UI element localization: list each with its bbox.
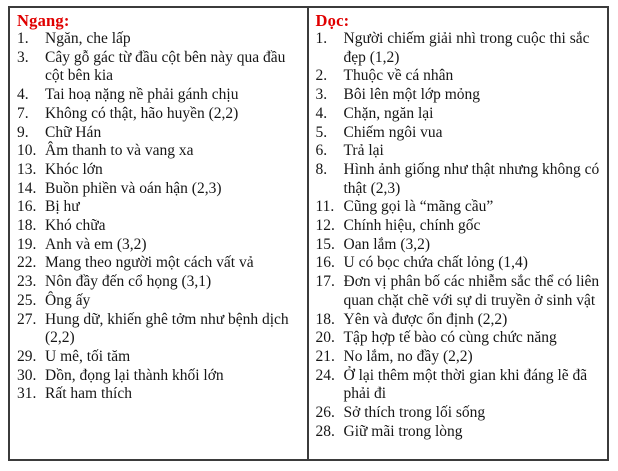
clue-item — [316, 124, 603, 143]
clue-number: 15. — [315, 235, 335, 253]
clue-text: Cũng gọi là “mãng cầu” — [343, 198, 494, 216]
clue-number: 20. — [315, 329, 335, 347]
clue-item — [17, 273, 302, 292]
clue-item — [17, 385, 302, 404]
clue-text: Anh và em (3,2) — [45, 235, 147, 253]
clue-item — [17, 124, 302, 143]
clue-item — [316, 404, 603, 423]
clue-item — [316, 142, 603, 161]
clue-number: 27. — [17, 310, 37, 328]
clue-number: 9. — [17, 123, 29, 141]
clue-text: U mê, tối tăm — [45, 347, 131, 365]
clue-item — [316, 236, 603, 255]
clue-text: Oan lắm (3,2) — [343, 235, 431, 253]
clue-text: Yên và được ổn định (2,2) — [343, 310, 508, 328]
clue-text: Cây gỗ gác từ đầu cột bên này qua đầu cột bên kia — [45, 48, 286, 85]
clue-number: 1. — [315, 30, 328, 47]
clue-number: 6. — [315, 142, 328, 160]
clue-text: Chặn, ngăn lại — [343, 104, 434, 122]
clue-number: 24. — [315, 366, 335, 384]
clue-item — [17, 142, 302, 161]
clue-number: 28. — [315, 422, 335, 440]
clue-number: 5. — [315, 123, 328, 141]
clue-number: 25. — [17, 291, 37, 309]
clue-item — [316, 423, 603, 442]
clue-item — [316, 273, 603, 310]
clue-number: 18. — [315, 310, 335, 328]
clue-item — [17, 161, 302, 180]
clue-item — [17, 49, 302, 86]
down-column — [309, 8, 608, 459]
clue-item — [316, 105, 603, 124]
clue-item — [316, 67, 603, 86]
clue-text: Chính hiệu, chính gốc — [343, 217, 481, 235]
clue-text: Sở thích trong lối sống — [343, 404, 486, 422]
clue-number: 10. — [17, 142, 37, 160]
clue-number: 31. — [17, 385, 37, 403]
clue-item — [17, 86, 302, 105]
clue-text: Đơn vị phân bố các nhiễm sắc thể có liên quan chặt chẽ với sự di truyền ở sinh vật — [343, 273, 600, 309]
clue-item — [17, 254, 302, 273]
clue-text: Tai hoạ nặng nề phải gánh chịu — [45, 86, 239, 104]
clue-item — [17, 217, 302, 236]
clue-number: 30. — [17, 366, 37, 384]
across-column — [10, 8, 309, 459]
clue-item — [316, 30, 603, 67]
clue-number: 3. — [17, 48, 29, 66]
clue-item — [17, 236, 302, 255]
across-header: Ngang: — [17, 11, 70, 30]
down-header: Dọc: — [315, 11, 350, 30]
clue-text: Ở lại thêm một thời gian khi đáng lẽ đã phải đi — [343, 366, 588, 403]
clue-text: Bôi lên một lớp mỏng — [343, 86, 481, 104]
clue-number: 13. — [17, 160, 37, 178]
clue-text: No lắm, no đầy (2,2) — [343, 347, 473, 365]
clue-text: U có bọc chứa chất lỏng (1,4) — [343, 254, 528, 272]
clue-number: 19. — [17, 235, 37, 253]
clue-number: 4. — [17, 86, 29, 104]
clue-text: Hung dữ, khiến ghê tởm như bệnh dịch (2,2) — [45, 310, 289, 347]
clue-item — [316, 254, 603, 273]
clue-number: 11. — [315, 198, 335, 216]
clue-text: Thuộc về cá nhân — [343, 67, 454, 85]
clue-text: Tập hợp tế bào có cùng chức năng — [343, 329, 557, 347]
clue-text: Hình ảnh giống như thật nhưng không có thật (2,3) — [343, 160, 600, 197]
clue-text: Rất ham thích — [45, 385, 132, 403]
clue-item — [17, 292, 302, 311]
clue-text: Dồn, đọng lại thành khối lớn — [45, 366, 224, 384]
clue-text: Không có thật, hão huyền (2,2) — [45, 104, 239, 122]
clue-item — [316, 217, 603, 236]
clue-number: 12. — [315, 217, 335, 235]
clue-number: 26. — [315, 404, 335, 422]
clue-number: 17. — [315, 273, 335, 291]
clue-number: 1. — [17, 30, 29, 47]
clue-item — [17, 105, 302, 124]
clue-text: Khóc lớn — [45, 160, 103, 178]
clue-text: Giữ mãi trong lòng — [343, 422, 463, 440]
crossword-clue-table — [8, 6, 609, 461]
clue-text: Âm thanh to và vang xa — [45, 142, 194, 160]
clue-item — [17, 367, 302, 386]
clue-number: 8. — [315, 160, 328, 178]
clue-number: 16. — [17, 198, 37, 216]
clue-text: Người chiếm giải nhì trong cuộc thi sắc đẹp (1,2) — [343, 30, 590, 66]
clue-text: Bị hư — [45, 198, 80, 216]
clue-number: 3. — [315, 86, 328, 104]
clue-item — [17, 180, 302, 199]
clue-text: Khó chữa — [45, 217, 106, 235]
clue-text: Chiếm ngôi vua — [343, 123, 443, 141]
clue-item — [316, 161, 603, 198]
clue-item — [17, 348, 302, 367]
clue-item — [316, 329, 603, 348]
clue-item — [316, 311, 603, 330]
clue-number: 16. — [315, 254, 335, 272]
clue-number: 7. — [17, 104, 29, 122]
clue-number: 4. — [315, 104, 328, 122]
clue-item — [316, 198, 603, 217]
clue-item — [17, 30, 302, 49]
clue-number: 18. — [17, 217, 37, 235]
clue-text: Mang theo người một cách vất vả — [45, 254, 254, 272]
clue-item — [316, 86, 603, 105]
down-clue-list — [316, 30, 603, 441]
clue-item — [316, 348, 603, 367]
clue-item — [17, 198, 302, 217]
clue-text: Ngăn, che lấp — [45, 30, 131, 47]
clue-number: 2. — [315, 67, 328, 85]
across-clue-list — [17, 30, 302, 404]
clue-number: 22. — [17, 254, 37, 272]
clue-number: 14. — [17, 179, 37, 197]
clue-item — [17, 311, 302, 348]
clue-item — [316, 367, 603, 404]
clue-text: Chữ Hán — [45, 123, 102, 141]
clue-number: 21. — [315, 347, 335, 365]
clue-number: 23. — [17, 273, 37, 291]
clue-text: Nôn đầy đến cổ họng (3,1) — [45, 273, 212, 291]
clue-text: Buồn phiền và oán hận (2,3) — [45, 179, 222, 197]
clue-text: Trả lại — [343, 142, 384, 160]
clue-number: 29. — [17, 347, 37, 365]
clue-text: Ông ấy — [45, 291, 91, 309]
